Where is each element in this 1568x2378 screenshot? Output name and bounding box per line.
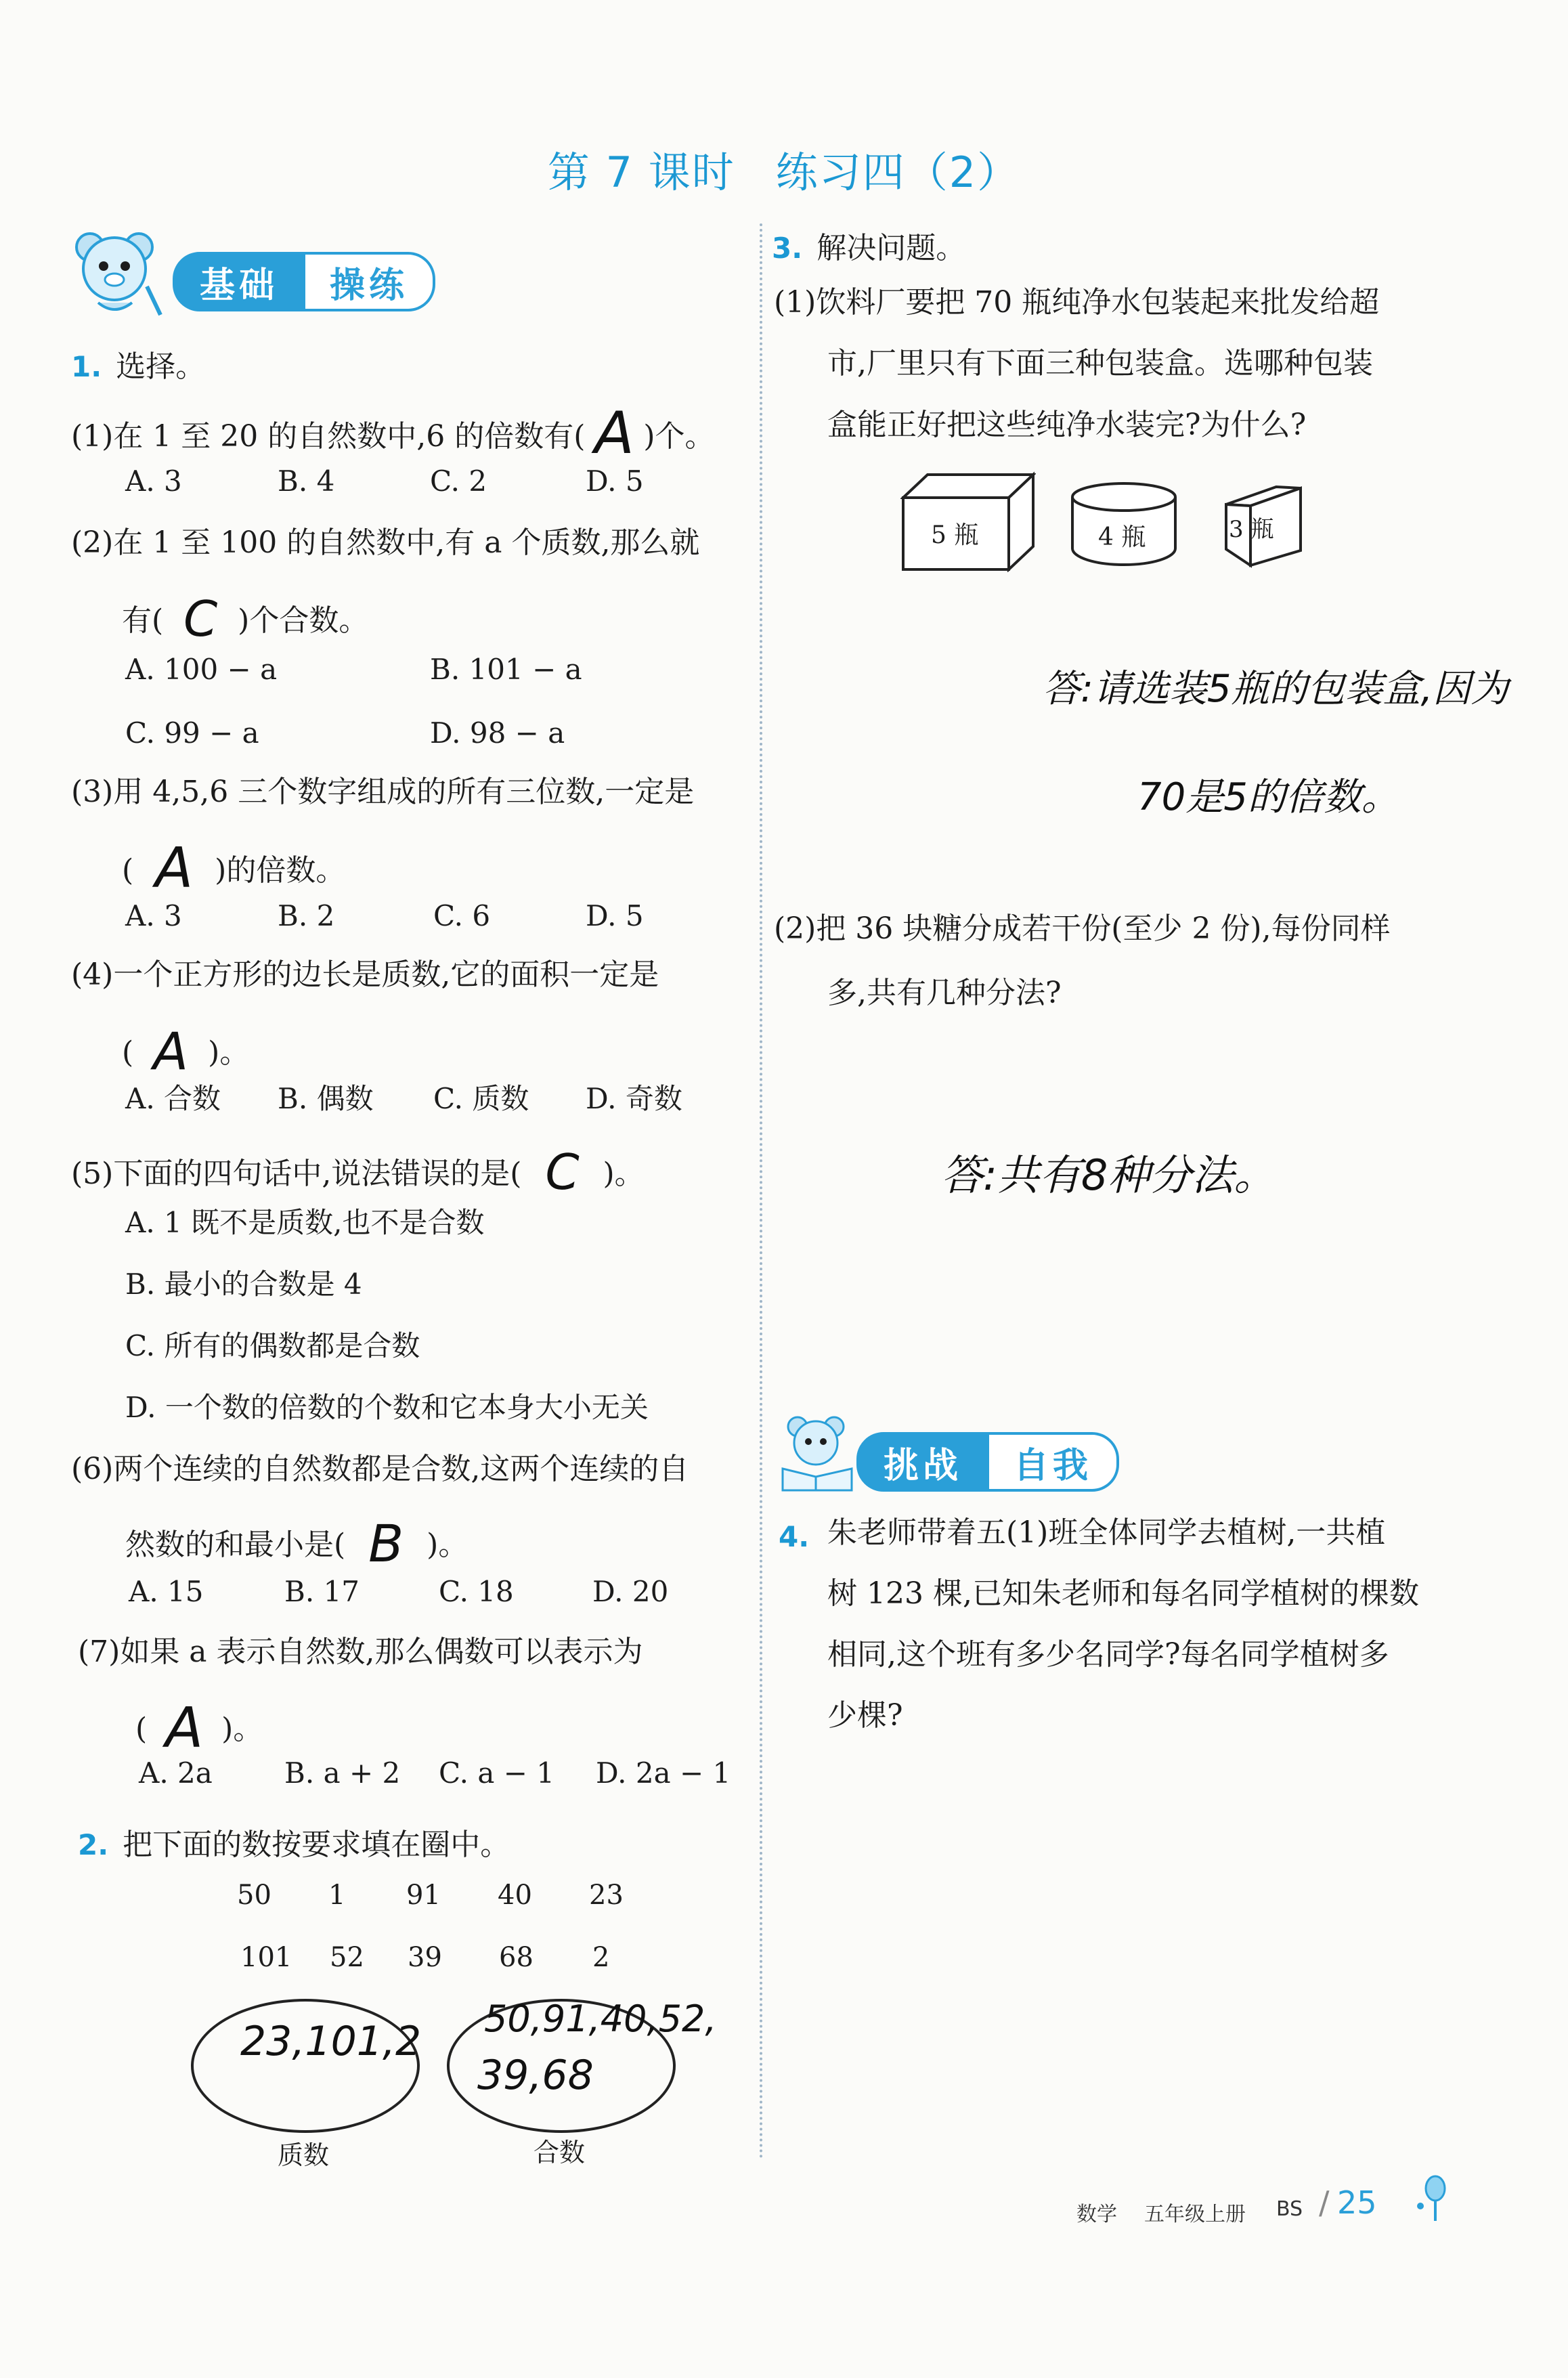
q1-item5-opt-b[interactable]: B. 最小的合数是 4: [125, 1268, 362, 1301]
q1-item2-line1: (2)在 1 至 100 的自然数中,有 a 个质数,那么就: [71, 525, 700, 560]
q2-number: 2.: [78, 1828, 109, 1861]
q1-item2-text: 有(: [122, 603, 164, 638]
q1-item2-answer[interactable]: C: [183, 590, 218, 647]
q3-title: 解决问题。: [816, 231, 966, 265]
lesson-title: [0, 139, 1568, 199]
badge-challenge-part2: 自我: [989, 1432, 1119, 1492]
q3-p1-answer-line1: 答:请选装5瓶的包装盒,因为: [1043, 667, 1509, 711]
lesson-number: 第 7 课时: [547, 148, 735, 197]
badge-basic-part2: 操练: [305, 252, 435, 311]
footer-subject: 数学: [1076, 2203, 1117, 2226]
badge-challenge-part1: 挑战: [856, 1432, 989, 1492]
composite-answer-line1: 50,91,40,52,: [484, 1997, 717, 2040]
q2-heading: [78, 1820, 510, 1863]
bear-reading-icon: [777, 1412, 858, 1496]
q1-item6-line1: (6)两个连续的自然数都是合数,这两个连续的自: [71, 1452, 689, 1486]
q1-number: 1.: [71, 350, 102, 383]
q1-item5-line: [71, 1144, 645, 1201]
q3-heading: [772, 223, 965, 267]
footer-grade: 五年级上册: [1144, 2203, 1246, 2226]
q3-p2-answer: 答:共有8种分法。: [941, 1150, 1276, 1200]
q1-item7-answer[interactable]: A: [165, 1696, 204, 1760]
q1-item6-line2: [125, 1513, 469, 1574]
q1-item1-opt-d[interactable]: D. 5: [586, 464, 644, 498]
q1-item3-opt-c[interactable]: C. 6: [433, 899, 491, 932]
q1-item7-opt-b[interactable]: B. a + 2: [284, 1756, 401, 1790]
q1-item7-opt-a[interactable]: A. 2a: [139, 1756, 213, 1790]
q1-item2-opt-b[interactable]: B. 101 − a: [430, 653, 582, 686]
q2-number-1: 1: [328, 1880, 346, 1911]
q1-item6-opt-c[interactable]: C. 18: [439, 1575, 514, 1608]
footer-slash: /: [1319, 2184, 1330, 2221]
q1-item7-text: (: [135, 1712, 148, 1746]
q1-item1-text: (1)在 1 至 20 的自然数中,6 的倍数有(: [71, 419, 586, 454]
q1-item1-answer[interactable]: A: [594, 399, 634, 467]
q4-line1: 朱老师带着五(1)班全体同学去植树,一共植: [827, 1515, 1386, 1550]
prime-label: 质数: [278, 2140, 330, 2170]
q1-item4-text: (: [122, 1035, 134, 1070]
q1-item3-text: (: [122, 853, 134, 888]
q1-item4-answer[interactable]: A: [153, 1021, 189, 1081]
q1-item7-opt-c[interactable]: C. a − 1: [439, 1756, 554, 1790]
bear-mascot-icon: [71, 227, 166, 321]
q1-item6-opt-b[interactable]: B. 17: [284, 1575, 360, 1608]
q2-number-3: 40: [498, 1880, 532, 1911]
q1-item1-opt-c[interactable]: C. 2: [430, 464, 487, 498]
box-5-label: 5 瓶: [931, 521, 979, 549]
q1-item2-opt-c[interactable]: C. 99 − a: [125, 716, 259, 750]
q1-item5-opt-a[interactable]: A. 1 既不是质数,也不是合数: [125, 1206, 485, 1239]
q3-p2-line1: (2)把 36 块糖分成若干份(至少 2 份),每份同样: [774, 911, 1391, 946]
q1-item7-text-end: )。: [221, 1712, 263, 1746]
q1-item7-opt-d[interactable]: D. 2a − 1: [596, 1756, 731, 1790]
q1-item3-opt-d[interactable]: D. 5: [586, 899, 644, 932]
q1-item6-text-end: )。: [427, 1528, 469, 1562]
q1-item6-answer[interactable]: B: [368, 1513, 404, 1574]
q3-p1-answer-line2: 70是5的倍数。: [1137, 775, 1399, 819]
badge-basic-part1: 基础: [173, 252, 305, 311]
q1-item5-text: (5)下面的四句话中,说法错误的是(: [71, 1156, 522, 1191]
q2-number-9: 2: [592, 1942, 610, 1973]
q4-line2: 树 123 棵,已知朱老师和每名同学植树的棵数: [827, 1576, 1419, 1611]
q1-item3-line2: [122, 836, 346, 901]
q2-number-8: 68: [499, 1942, 533, 1973]
q1-title: 选择。: [116, 349, 206, 384]
q3-number: 3.: [772, 232, 803, 265]
q1-item4-line1: (4)一个正方形的边长是质数,它的面积一定是: [71, 957, 659, 992]
q4-number: 4.: [779, 1520, 810, 1553]
sprout-icon: [1415, 2175, 1456, 2225]
q1-item5-answer[interactable]: C: [545, 1144, 580, 1201]
q2-number-5: 101: [240, 1942, 292, 1973]
q1-item4-line2: [122, 1021, 250, 1081]
composite-label: 合数: [533, 2138, 586, 2167]
q3-p1-line1: (1)饮料厂要把 70 瓶纯净水包装起来批发给超: [774, 285, 1380, 320]
q1-item4-opt-c[interactable]: C. 质数: [433, 1082, 529, 1115]
q1-item4-opt-d[interactable]: D. 奇数: [586, 1082, 682, 1115]
composite-answer-line2: 39,68: [477, 2052, 594, 2099]
column-divider: [760, 223, 762, 2160]
footer-edition: BS: [1276, 2197, 1303, 2221]
q1-item1-opt-a[interactable]: A. 3: [125, 464, 182, 498]
q1-item5-opt-c[interactable]: C. 所有的偶数都是合数: [125, 1329, 420, 1362]
q1-item7-line2: [135, 1696, 263, 1760]
q1-item3-line1: (3)用 4,5,6 三个数字组成的所有三位数,一定是: [71, 775, 695, 809]
q1-heading: [71, 342, 205, 385]
q1-item1-text-end: )个。: [643, 419, 715, 454]
q1-item3-opt-a[interactable]: A. 3: [125, 899, 182, 932]
q1-item3-opt-b[interactable]: B. 2: [278, 899, 335, 932]
q2-title: 把下面的数按要求填在圈中。: [123, 1828, 510, 1862]
q1-item2-opt-a[interactable]: A. 100 − a: [125, 653, 278, 686]
q1-item2-line2: [122, 590, 369, 647]
q3-p1-line2: 市,厂里只有下面三种包装盒。选哪种包装: [827, 346, 1373, 381]
q1-item5-opt-d[interactable]: D. 一个数的倍数的个数和它本身大小无关: [125, 1391, 649, 1424]
q1-item2-text-end: )个合数。: [238, 603, 369, 638]
q4-line3: 相同,这个班有多少名同学?每名同学植树多: [827, 1637, 1389, 1672]
q4-line4: 少棵?: [827, 1698, 903, 1733]
q1-item1-opt-b[interactable]: B. 4: [278, 464, 335, 498]
q1-item3-text-end: )的倍数。: [215, 853, 346, 888]
q1-item1-line: [71, 399, 715, 467]
q2-number-2: 91: [406, 1880, 441, 1911]
prime-answer: 23,101,2: [240, 2018, 422, 2065]
q1-item2-opt-d[interactable]: D. 98 − a: [430, 716, 565, 750]
lesson-name: 练习四（2）: [775, 148, 1021, 197]
q3-p1-line3: 盒能正好把这些纯净水装完?为什么?: [827, 408, 1307, 442]
q1-item5-text-end: )。: [603, 1156, 645, 1191]
section-badge-challenge: [856, 1432, 1119, 1492]
page-number: 25: [1337, 2184, 1377, 2221]
section-badge-basic: [173, 252, 435, 311]
q2-number-4: 23: [589, 1880, 624, 1911]
q1-item4-opt-b[interactable]: B. 偶数: [278, 1082, 374, 1115]
q1-item6-opt-d[interactable]: D. 20: [592, 1575, 669, 1608]
box-4-label: 4 瓶: [1098, 523, 1146, 551]
box-3-label: 3 瓶: [1229, 516, 1274, 543]
q3-p2-line2: 多,共有几种分法?: [827, 976, 1062, 1010]
q1-item4-opt-a[interactable]: A. 合数: [125, 1082, 221, 1115]
q1-item6-opt-a[interactable]: A. 15: [129, 1575, 204, 1608]
q1-item3-answer[interactable]: A: [155, 836, 194, 901]
q1-item7-line1: (7)如果 a 表示自然数,那么偶数可以表示为: [78, 1635, 643, 1669]
q1-item6-text: 然数的和最小是(: [125, 1528, 346, 1562]
q1-item4-text-end: )。: [208, 1035, 250, 1070]
q2-number-6: 52: [330, 1942, 364, 1973]
q2-number-0: 50: [237, 1880, 271, 1911]
q2-number-7: 39: [408, 1942, 442, 1973]
